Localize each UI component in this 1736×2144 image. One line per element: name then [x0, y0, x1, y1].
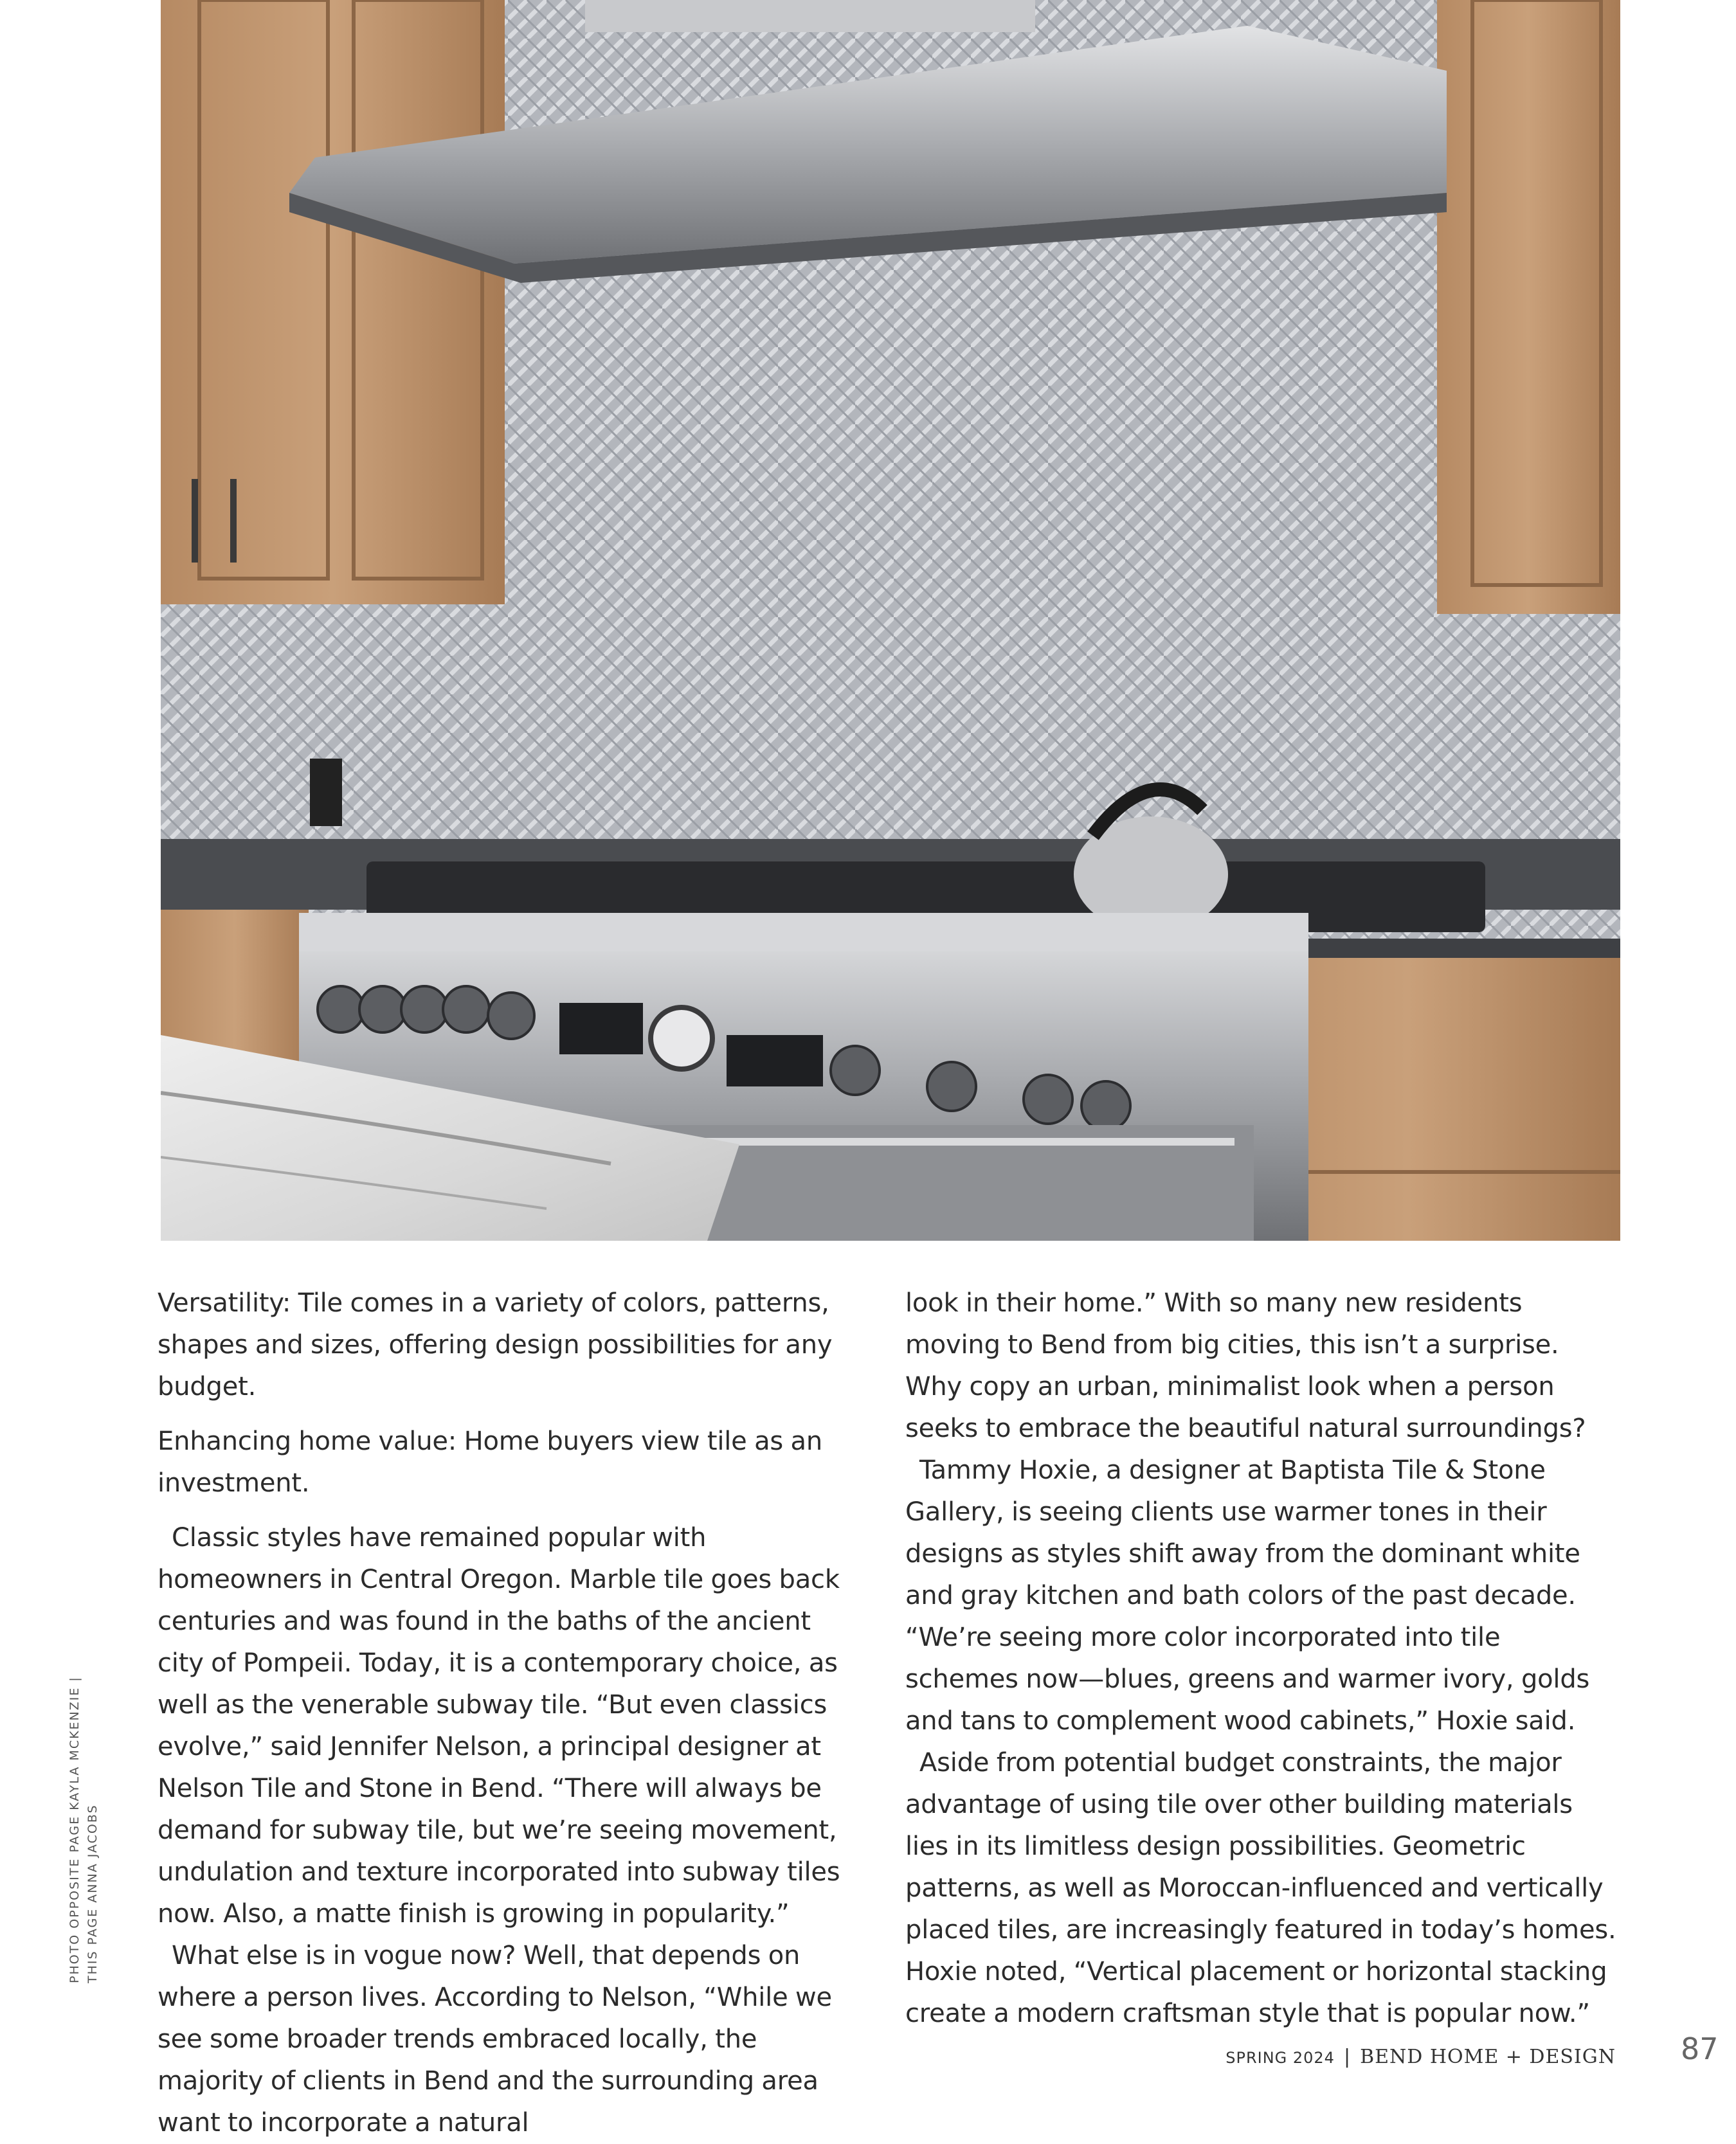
paragraph-design-possibilities: Aside from potential budget constraints, the major advantage of using tile over other building materials lies in its limitless design possibilities. Geometric patterns, as well as Moroccan-influenced and vertically placed tiles, are increasingly featured in today’s homes. Hoxie noted, “Vertical placement or horizontal stacking create a modern craftsman style that is popular now.” [905, 1748, 1616, 2028]
paragraph-in-vogue: What else is in vogue now? Well, that depends on where a person lives. According to Nelson, “While we see some broader trends embraced locally, the majority of clients in Bend and the surrounding area want to incorporate a natural [158, 1941, 832, 2138]
paragraph-classic-styles: Classic styles have remained popular with homeowners in Central Oregon. Marble tile goes back centuries and was found in the baths of the ancient city of Pompeii. Today, it is a contemporary choice, as well as the venerable subway tile. “But even classics evolve,” said Jennifer Nelson, a principal designer at Nelson Tile and Stone in Bend. “There will always be demand for subway tile, but we’re seeing movement, undulation and texture incorporated into subway tiles now. Also, a matte finish is growing in popularity.” [158, 1523, 840, 1929]
article-right-column [905, 1283, 1619, 2035]
photo-credit-line-2: THIS PAGE ANNA JACOBS [86, 1804, 100, 1983]
paragraph-warmer-tones: Tammy Hoxie, a designer at Baptista Tile & Stone Gallery, is seeing clients use warmer tones in their designs as styles shift away from the dominant white and gray kitchen and bath colors of the past decade. “We’re seeing more color incorporated into tile schemes now—blues, greens and warmer ivory, golds and tans to complement wood cabinets,” Hoxie said. [905, 1455, 1590, 1736]
kitchen-photo [161, 0, 1620, 1241]
paragraph-versatility: Versatility: Tile comes in a variety of colors, patterns, shapes and sizes, offering design possibilities for any budget. [158, 1288, 833, 1401]
paragraph-natural-look: look in their home.” With so many new residents moving to Bend from big cities, this isn’t a surprise. Why copy an urban, minimalist look when a person seeks to embrace the beautiful natural surroundings? [905, 1288, 1586, 1443]
page-footer [1225, 2046, 1616, 2068]
footer-season: SPRING 2024 [1225, 2049, 1335, 2067]
footer-brand: BEND HOME + DESIGN [1360, 2046, 1616, 2068]
footer-separator: | [1343, 2046, 1352, 2068]
paragraph-home-value: Enhancing home value: Home buyers view tile as an investment. [158, 1427, 823, 1498]
article-left-column [158, 1283, 858, 2144]
photo-credit-line-1: PHOTO OPPOSITE PAGE KAYLA MCKENZIE | [68, 1676, 82, 1983]
page-number: 87 [1681, 2031, 1719, 2066]
photo-credit [66, 1676, 102, 1983]
